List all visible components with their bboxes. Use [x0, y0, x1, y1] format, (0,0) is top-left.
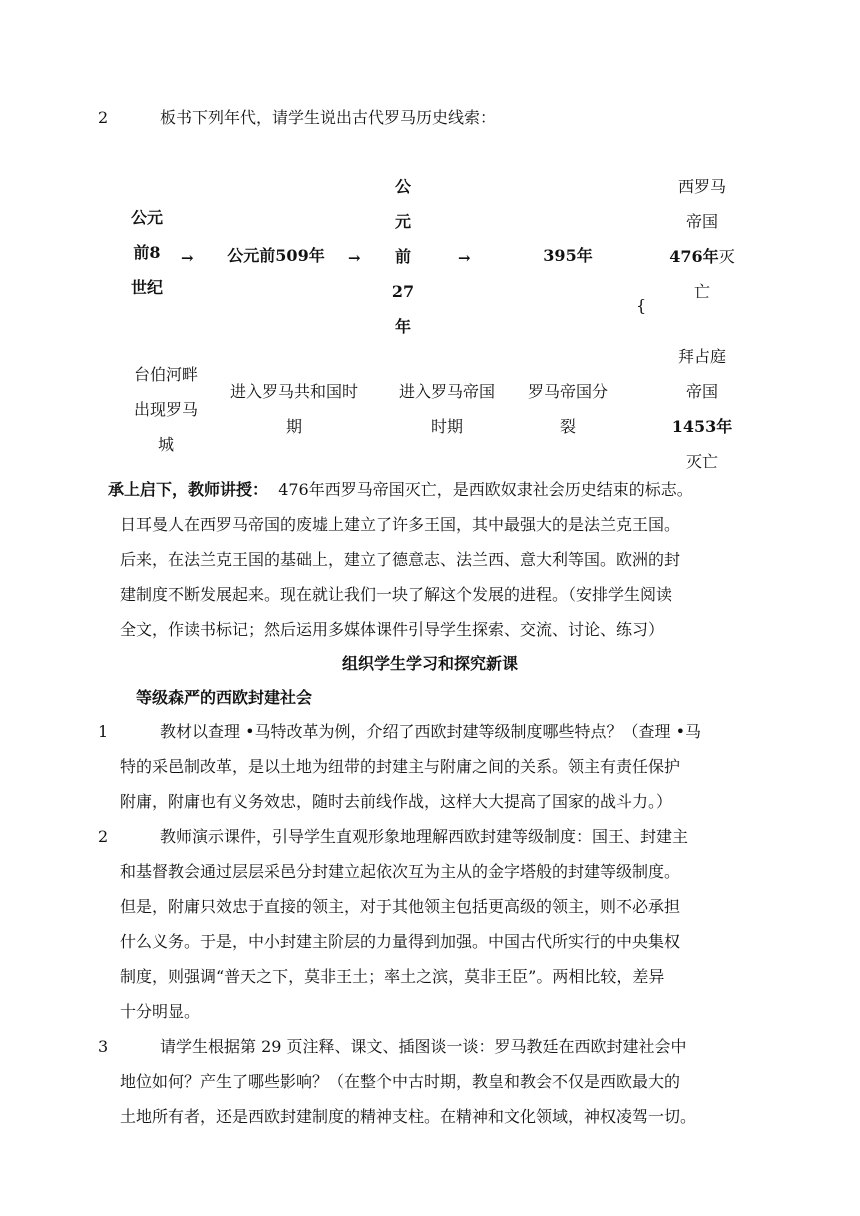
- timeline-date-4: 395年: [543, 246, 593, 265]
- arrow-icon: →: [181, 249, 194, 267]
- item-2-line-2: 和基督教会通过层层采邑分封建立起依次互为主从的金字塔般的封建等级制度。: [120, 862, 681, 881]
- section-title: 组织学生学习和探究新课: [341, 654, 518, 673]
- branch-west-rome: [660, 169, 744, 309]
- transition-label: 承上启下，教师讲授：: [108, 480, 269, 499]
- item-3-line-1: 请学生根据第 29 页注释、课文、插图谈一谈：罗马教廷在西欧封建社会中: [160, 1037, 687, 1056]
- timeline-date-3: 公 元 前 27 年: [391, 177, 415, 336]
- item-3-line-2: 地位如何？产生了哪些影响？（在整个中古时期，教皇和教会不仅是西欧最大的: [120, 1072, 681, 1091]
- brace-icon: {: [636, 296, 647, 315]
- branch-west-line-4: 亡: [693, 282, 710, 301]
- branch-byz-line-4: 灭亡: [685, 452, 718, 471]
- item-number: 2: [98, 827, 109, 846]
- arrow-icon: →: [458, 249, 471, 267]
- item-2-line-1: 教师演示课件，引导学生直观形象地理解西欧封建等级制度：国王、封建主: [160, 827, 689, 846]
- branch-byz-line-3: 1453年: [671, 417, 733, 436]
- intro-text: 板书下列年代，请学生说出古代罗马历史线索：: [160, 108, 497, 127]
- timeline-date-2: 公元前509年: [227, 246, 325, 265]
- timeline-event-4: 罗马帝国分 裂: [527, 382, 608, 436]
- subsection-title: 等级森严的西欧封建社会: [136, 688, 313, 707]
- item-number: 3: [98, 1037, 109, 1056]
- transition-line-3: 后来，在法兰克王国的基础上，建立了德意志、法兰西、意大利等国。欧洲的封: [120, 550, 681, 569]
- intro-number: 2: [98, 108, 109, 127]
- timeline-date-1: 公元 前8 世纪: [130, 208, 163, 297]
- branch-west-line-2: 帝国: [685, 212, 718, 231]
- branch-west-line-3: 476年灭: [669, 247, 735, 266]
- transition-first-line: [108, 478, 693, 502]
- branch-byzantine: [660, 339, 744, 479]
- branch-byz-line-1: 拜占庭: [677, 347, 726, 366]
- item-2-line-6: 十分明显。: [120, 1002, 201, 1021]
- timeline-event-3: 进入罗马帝国 时期: [398, 382, 495, 436]
- item-2-line-3: 但是，附庸只效忠于直接的领主，对于其他领主包括更高级的领主，则不必承担: [120, 897, 681, 916]
- item-3-line-3: 土地所有者，还是西欧封建制度的精神支柱。在精神和文化领域，神权凌驾一切。: [120, 1107, 697, 1126]
- item-1-line-1: 教材以查理 •马特改革为例，介绍了西欧封建等级制度哪些特点？（查理 •马: [160, 722, 702, 741]
- item-1-line-2: 特的采邑制改革，是以土地为纽带的封建主与附庸之间的关系。领主有责任保护: [120, 757, 681, 776]
- branch-byz-line-2: 帝国: [685, 382, 718, 401]
- timeline-event-2: 进入罗马共和国时 期: [229, 382, 358, 436]
- branch-west-line-1: 西罗马: [677, 177, 726, 196]
- item-number: 1: [98, 722, 109, 741]
- transition-line-2: 日耳曼人在西罗马帝国的废墟上建立了许多王国，其中最强大的是法兰克王国。: [120, 515, 681, 534]
- transition-line-5: 全文，作读书标记；然后运用多媒体课件引导学生探索、交流、讨论、练习）: [120, 620, 665, 639]
- item-2-line-4: 什么义务。于是，中小封建主阶层的力量得到加强。中国古代所实行的中央集权: [120, 932, 681, 951]
- transition-line-4: 建制度不断发展起来。现在就让我们一块了解这个发展的进程。（安排学生阅读: [120, 585, 673, 604]
- item-2-line-5: 制度，则强调“普天之下，莫非王土；率土之滨，莫非王臣”。两相比较，差异: [120, 967, 665, 986]
- timeline-event-1: 台伯河畔 出现罗马 城: [133, 365, 198, 454]
- arrow-icon: →: [348, 249, 361, 267]
- transition-line-1: 476年西罗马帝国灭亡，是西欧奴隶社会历史结束的标志。: [278, 480, 693, 499]
- item-1-line-3: 附庸，附庸也有义务效忠，随时去前线作战，这样大大提高了国家的战斗力。）: [120, 792, 673, 811]
